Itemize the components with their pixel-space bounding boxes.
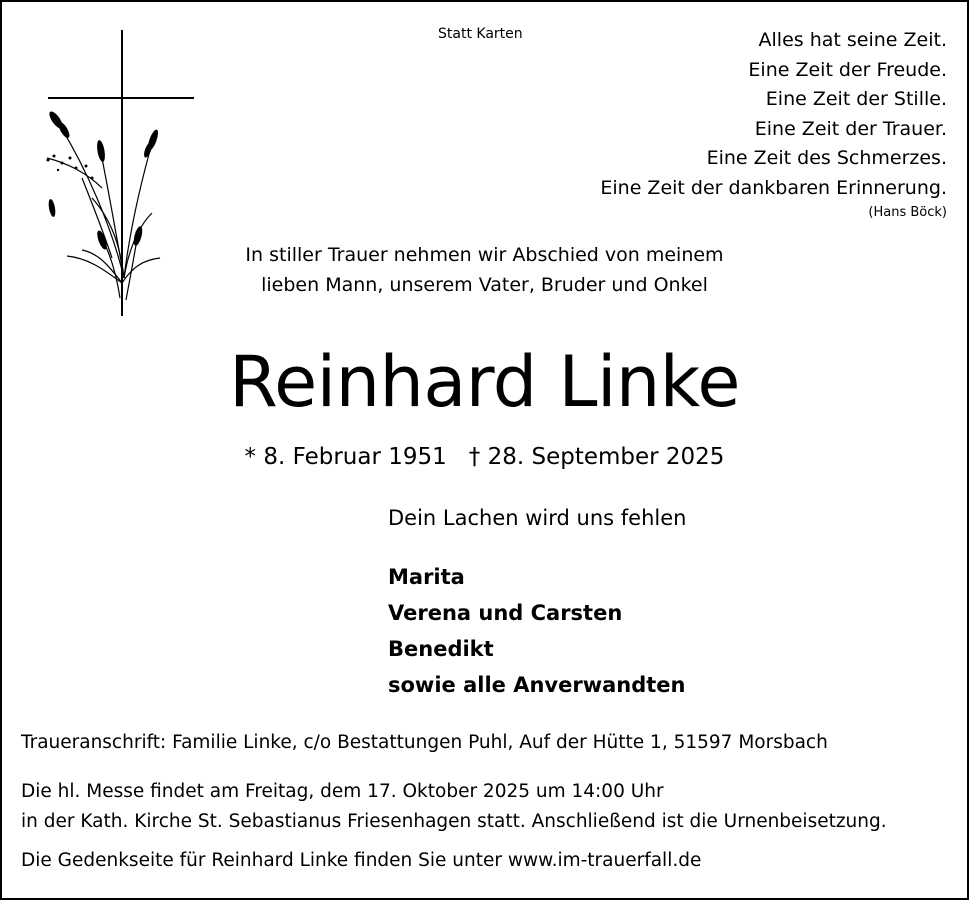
poem-author: (Hans Böck)	[868, 205, 947, 220]
mourners-list	[388, 559, 685, 703]
mass-info	[21, 777, 887, 837]
poem-line: Eine Zeit der Freude.	[748, 58, 947, 81]
mass-line: in der Kath. Kirche St. Sebastianus Friesenhagen statt. Anschließend ist die Urnenbeisetzung.	[21, 811, 887, 832]
mass-line: Die hl. Messe findet am Freitag, dem 17. Oktober 2025 um 14:00 Uhr	[21, 781, 664, 802]
birth-date: * 8. Februar 1951	[244, 444, 447, 470]
poem-line: Eine Zeit der dankbaren Erinnerung.	[600, 176, 947, 199]
poem-line: Eine Zeit der Trauer.	[754, 117, 947, 140]
poem	[600, 26, 947, 223]
mourner-name: Benedikt	[388, 637, 494, 661]
mourner-name: Verena und Carsten	[388, 601, 623, 625]
deceased-name: Reinhard Linke	[229, 341, 740, 423]
mourner-name: sowie alle Anverwandten	[388, 673, 686, 697]
intro-line: lieben Mann, unserem Vater, Bruder und Onkel	[261, 274, 708, 296]
intro-line: In stiller Trauer nehmen wir Abschied von meinem	[245, 244, 724, 266]
poem-line: Eine Zeit des Schmerzes.	[706, 147, 947, 169]
mourner-name: Marita	[388, 565, 465, 589]
life-dates	[0, 442, 969, 472]
mourning-address: Traueranschrift: Familie Linke, c/o Bestattungen Puhl, Auf der Hütte 1, 51597 Morsbach	[21, 732, 828, 753]
death-date: † 28. September 2025	[468, 444, 725, 470]
statt-karten-label: Statt Karten	[438, 26, 523, 42]
intro-text	[0, 240, 969, 300]
poem-line: Alles hat seine Zeit.	[758, 29, 947, 51]
motto-text: Dein Lachen wird uns fehlen	[388, 506, 687, 530]
poem-line: Eine Zeit der Stille.	[765, 88, 947, 110]
memorial-page-info: Die Gedenkseite für Reinhard Linke finden Sie unter www.im-trauerfall.de	[21, 850, 702, 871]
